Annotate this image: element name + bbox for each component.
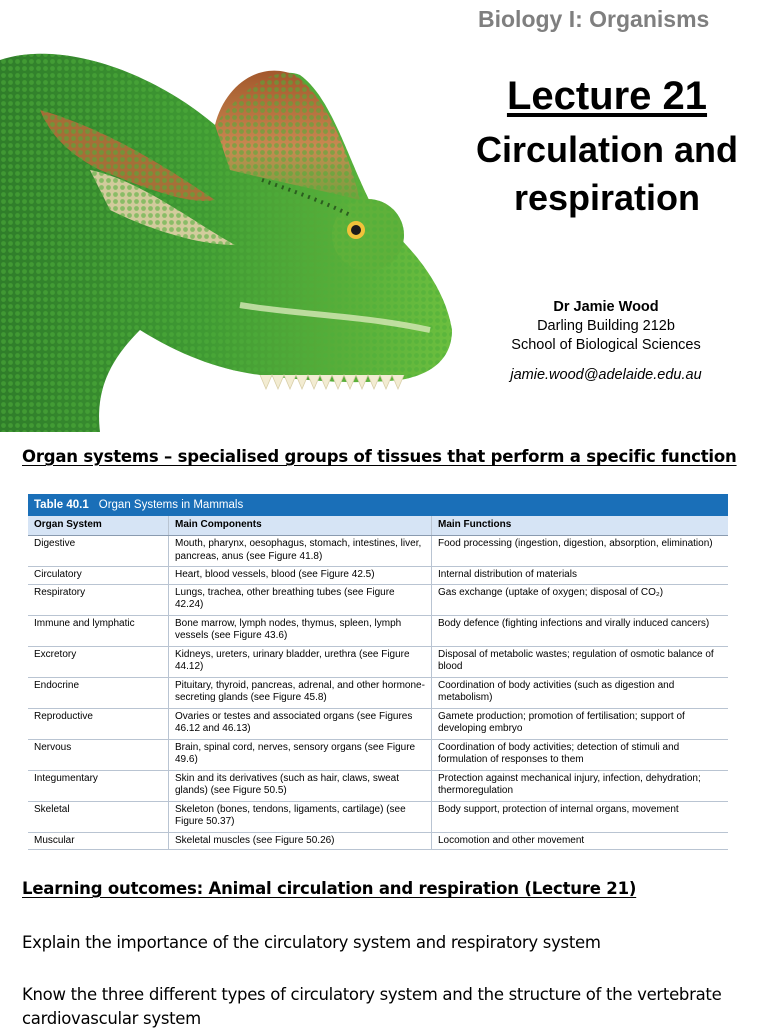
topic-line-1: Circulation and: [475, 129, 739, 170]
lecturer-name: Dr Jamie Wood: [553, 299, 659, 315]
table-cell: Bone marrow, lymph nodes, thymus, spleen, lymph vessels (see Figure 43.6): [169, 615, 432, 646]
table-cell: Brain, spinal cord, nerves, sensory organs (see Figure 49.6): [169, 739, 432, 770]
table-cell: Muscular: [28, 832, 169, 850]
table-cell: Heart, blood vessels, blood (see Figure 42.5): [169, 567, 432, 585]
table-cell: Skeleton (bones, tendons, ligaments, cartilage) (see Figure 50.37): [169, 801, 432, 832]
table-cell: Lungs, trachea, other breathing tubes (see Figure 42.24): [169, 584, 432, 615]
topic-line-2: respiration: [513, 177, 701, 218]
lecturer-office: Darling Building 212b: [537, 318, 675, 334]
column-header: Main Components: [169, 516, 432, 536]
table-cell: Skeletal: [28, 801, 169, 832]
table-cell: Gamete production; promotion of fertilisation; support of developing embryo: [432, 708, 729, 739]
table-caption: [28, 494, 728, 516]
table-cell: Disposal of metabolic wastes; regulation of osmotic balance of blood: [432, 646, 729, 677]
table-cell: Body defence (fighting infections and virally induced cancers): [432, 615, 729, 646]
column-header: Organ System: [28, 516, 169, 536]
table-body: [28, 516, 728, 850]
table-cell: Coordination of body activities (such as digestion and metabolism): [432, 677, 729, 708]
table-cell: Mouth, pharynx, oesophagus, stomach, intestines, liver, pancreas, anus (see Figure 41.8): [169, 536, 432, 567]
lecturer-school: School of Biological Sciences: [511, 337, 701, 353]
table-cell: Ovaries or testes and associated organs (see Figures 46.12 and 46.13): [169, 708, 432, 739]
table-cell: Excretory: [28, 646, 169, 677]
course-title: Biology I: Organisms: [478, 6, 710, 32]
table-cell: Protection against mechanical injury, infection, dehydration; thermoregulation: [432, 770, 729, 801]
learning-outcome-1: Explain the importance of the circulatory system and respiratory system: [22, 933, 601, 952]
table-cell: Immune and lymphatic: [28, 615, 169, 646]
table-number: Table 40.1: [34, 499, 89, 511]
table-cell: Body support, protection of internal organs, movement: [432, 801, 729, 832]
table-cell: Respiratory: [28, 584, 169, 615]
table-row: [28, 739, 728, 770]
table-row: [28, 708, 728, 739]
table-row: [28, 536, 728, 567]
table-cell: Pituitary, thyroid, pancreas, adrenal, and other hormone-secreting glands (see Figure 45.8): [169, 677, 432, 708]
table-cell: Internal distribution of materials: [432, 567, 729, 585]
lecture-number: Lecture 21: [506, 74, 708, 118]
table-cell: Digestive: [28, 536, 169, 567]
lecture-topic: [450, 126, 764, 222]
organ-systems-table: [28, 494, 728, 850]
table-cell: Locomotion and other movement: [432, 832, 729, 850]
table-cell: Skeletal muscles (see Figure 50.26): [169, 832, 432, 850]
table-row: [28, 832, 728, 850]
learning-outcome-2: Know the three different types of circulatory system and the structure of the vertebrate cardiovascular system: [22, 985, 722, 1028]
column-header: Main Functions: [432, 516, 729, 536]
table-cell: Circulatory: [28, 567, 169, 585]
table-row: [28, 584, 728, 615]
table-header-row: [28, 516, 728, 536]
lecturer-email[interactable]: jamie.wood@adelaide.edu.au: [510, 367, 702, 383]
table-row: [28, 801, 728, 832]
table-cell: Food processing (ingestion, digestion, absorption, elimination): [432, 536, 729, 567]
table-cell: Coordination of body activities; detection of stimuli and formulation of responses to them: [432, 739, 729, 770]
table-cell: Endocrine: [28, 677, 169, 708]
table-row: [28, 770, 728, 801]
table-cell: Reproductive: [28, 708, 169, 739]
learning-outcomes-heading: Learning outcomes: Animal circulation and respiration (Lecture 21): [22, 879, 637, 898]
table-row: [28, 677, 728, 708]
table-row: [28, 646, 728, 677]
table-cell: Nervous: [28, 739, 169, 770]
table-cell: Skin and its derivatives (such as hair, claws, sweat glands) (see Figure 50.5): [169, 770, 432, 801]
table-title: Organ Systems in Mammals: [98, 499, 244, 511]
organ-systems-heading: Organ systems – specialised groups of tissues that perform a specific function: [22, 447, 737, 466]
table-row: [28, 567, 728, 585]
table-cell: Kidneys, ureters, urinary bladder, urethra (see Figure 44.12): [169, 646, 432, 677]
table-cell: Gas exchange (uptake of oxygen; disposal of CO₂): [432, 584, 729, 615]
table-cell: Integumentary: [28, 770, 169, 801]
lecturer-info: [490, 298, 722, 385]
table-row: [28, 615, 728, 646]
